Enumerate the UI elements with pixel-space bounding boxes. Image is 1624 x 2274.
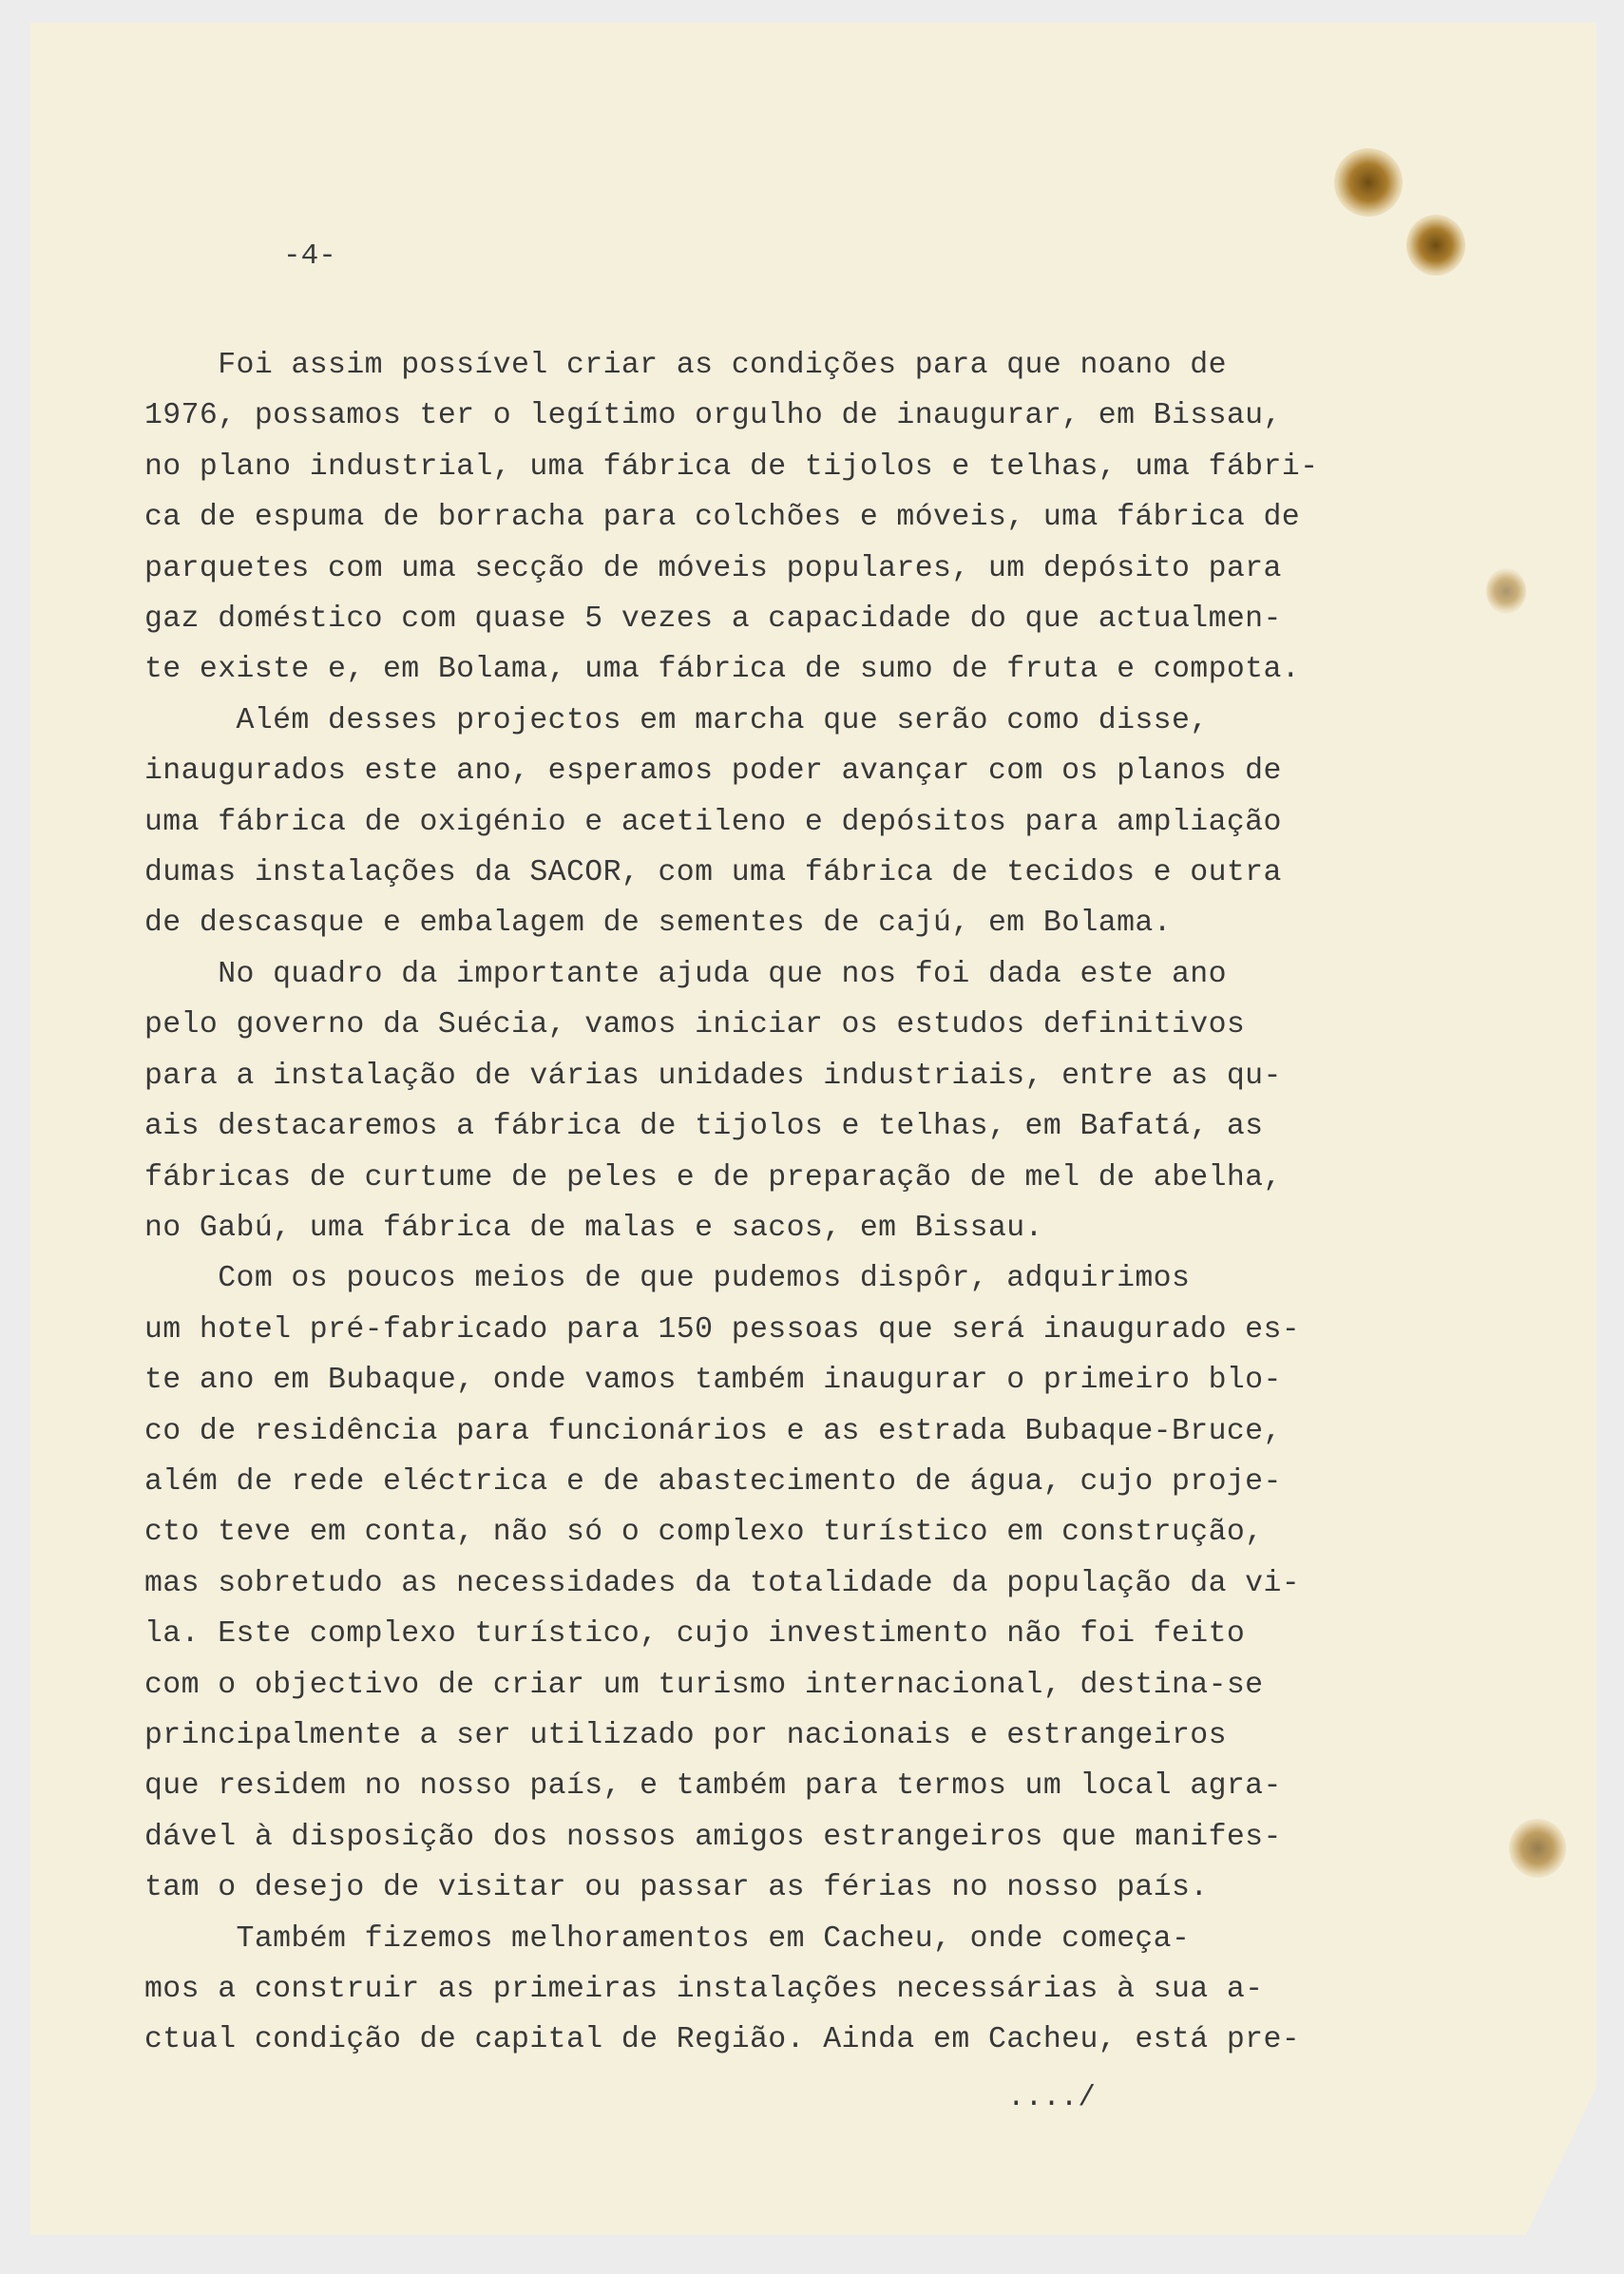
text-line: tam o desejo de visitar ou passar as férias no nosso país. [144,1871,1209,1905]
text-line: dável à disposição dos nossos amigos estrangeiros que manifes- [144,1820,1282,1854]
text-line: ca de espuma de borracha para colchões e móveis, uma fábrica de [144,501,1301,535]
text-line: fábricas de curtume de peles e de preparação de mel de abelha, [144,1160,1282,1194]
text-line: Também fizemos melhoramentos em Cacheu, onde começa- [144,1921,1191,1956]
text-line: cto teve em conta, não só o complexo turístico em construção, [144,1516,1264,1550]
body-text [144,340,1323,2066]
text-line: principalmente a ser utilizado por nacionais e estrangeiros [144,1718,1227,1752]
text-line: no plano industrial, uma fábrica de tijolos e telhas, uma fábri- [144,449,1319,484]
text-line: gaz doméstico com quase 5 vezes a capacidade do que actualmen- [144,602,1282,637]
text-line: Com os poucos meios de que pudemos dispôr, adquirimos [144,1262,1191,1296]
text-line: mas sobretudo as necessidades da totalidade da população da vi- [144,1566,1301,1600]
text-line: de descasque e embalagem de sementes de cajú, em Bolama. [144,907,1172,941]
text-line: No quadro da importante ajuda que nos foi dada este ano [144,957,1227,991]
text-line: parquetes com uma secção de móveis populares, um depósito para [144,551,1282,585]
rust-stain [1509,1819,1566,1878]
text-line: 1976, possamos ter o legítimo orgulho de inaugurar, em Bissau, [144,399,1282,433]
text-line: uma fábrica de oxigénio e acetileno e depósitos para ampliação [144,805,1282,839]
text-line: que residem no nosso país, e também para termos um local agra- [144,1769,1282,1804]
text-line: ais destacaremos a fábrica de tijolos e telhas, em Bafatá, as [144,1110,1264,1144]
rust-stain [1486,568,1526,614]
text-line: inaugurados este ano, esperamos poder avançar com os planos de [144,755,1282,789]
text-line: ctual condição de capital de Região. Ainda em Cacheu, está pre- [144,2023,1301,2057]
text-line: la. Este complexo turístico, cujo investimento não foi feito [144,1617,1246,1652]
text-line: um hotel pré-fabricado para 150 pessoas que será inaugurado es- [144,1312,1301,1347]
page-number: -4- [283,239,336,273]
text-line: pelo governo da Suécia, vamos iniciar os estudos definitivos [144,1008,1246,1042]
rust-stain [1334,148,1403,217]
text-line: além de rede eléctrica e de abastecimento de água, cujo proje- [144,1464,1282,1499]
text-line: no Gabú, uma fábrica de malas e sacos, em Bissau. [144,1211,1043,1245]
text-line: te ano em Bubaque, onde vamos também inaugurar o primeiro blo- [144,1364,1282,1398]
text-line: dumas instalações da SACOR, com uma fábrica de tecidos e outra [144,856,1282,890]
text-line: co de residência para funcionários e as estrada Bubaque-Bruce, [144,1414,1282,1448]
text-line: te existe e, em Bolama, uma fábrica de sumo de fruta e compota. [144,653,1301,687]
continuation-mark: ..../ [1007,2081,1097,2114]
text-line: com o objectivo de criar um turismo internacional, destina-se [144,1668,1264,1702]
text-line: para a instalação de várias unidades industriais, entre as qu- [144,1059,1282,1093]
rust-stain [1406,215,1465,276]
text-line: mos a construir as primeiras instalações necessárias à sua a- [144,1973,1264,2006]
text-line: Além desses projectos em marcha que serão como disse, [144,703,1209,737]
text-line: Foi assim possível criar as condições para que noano de [144,349,1227,382]
